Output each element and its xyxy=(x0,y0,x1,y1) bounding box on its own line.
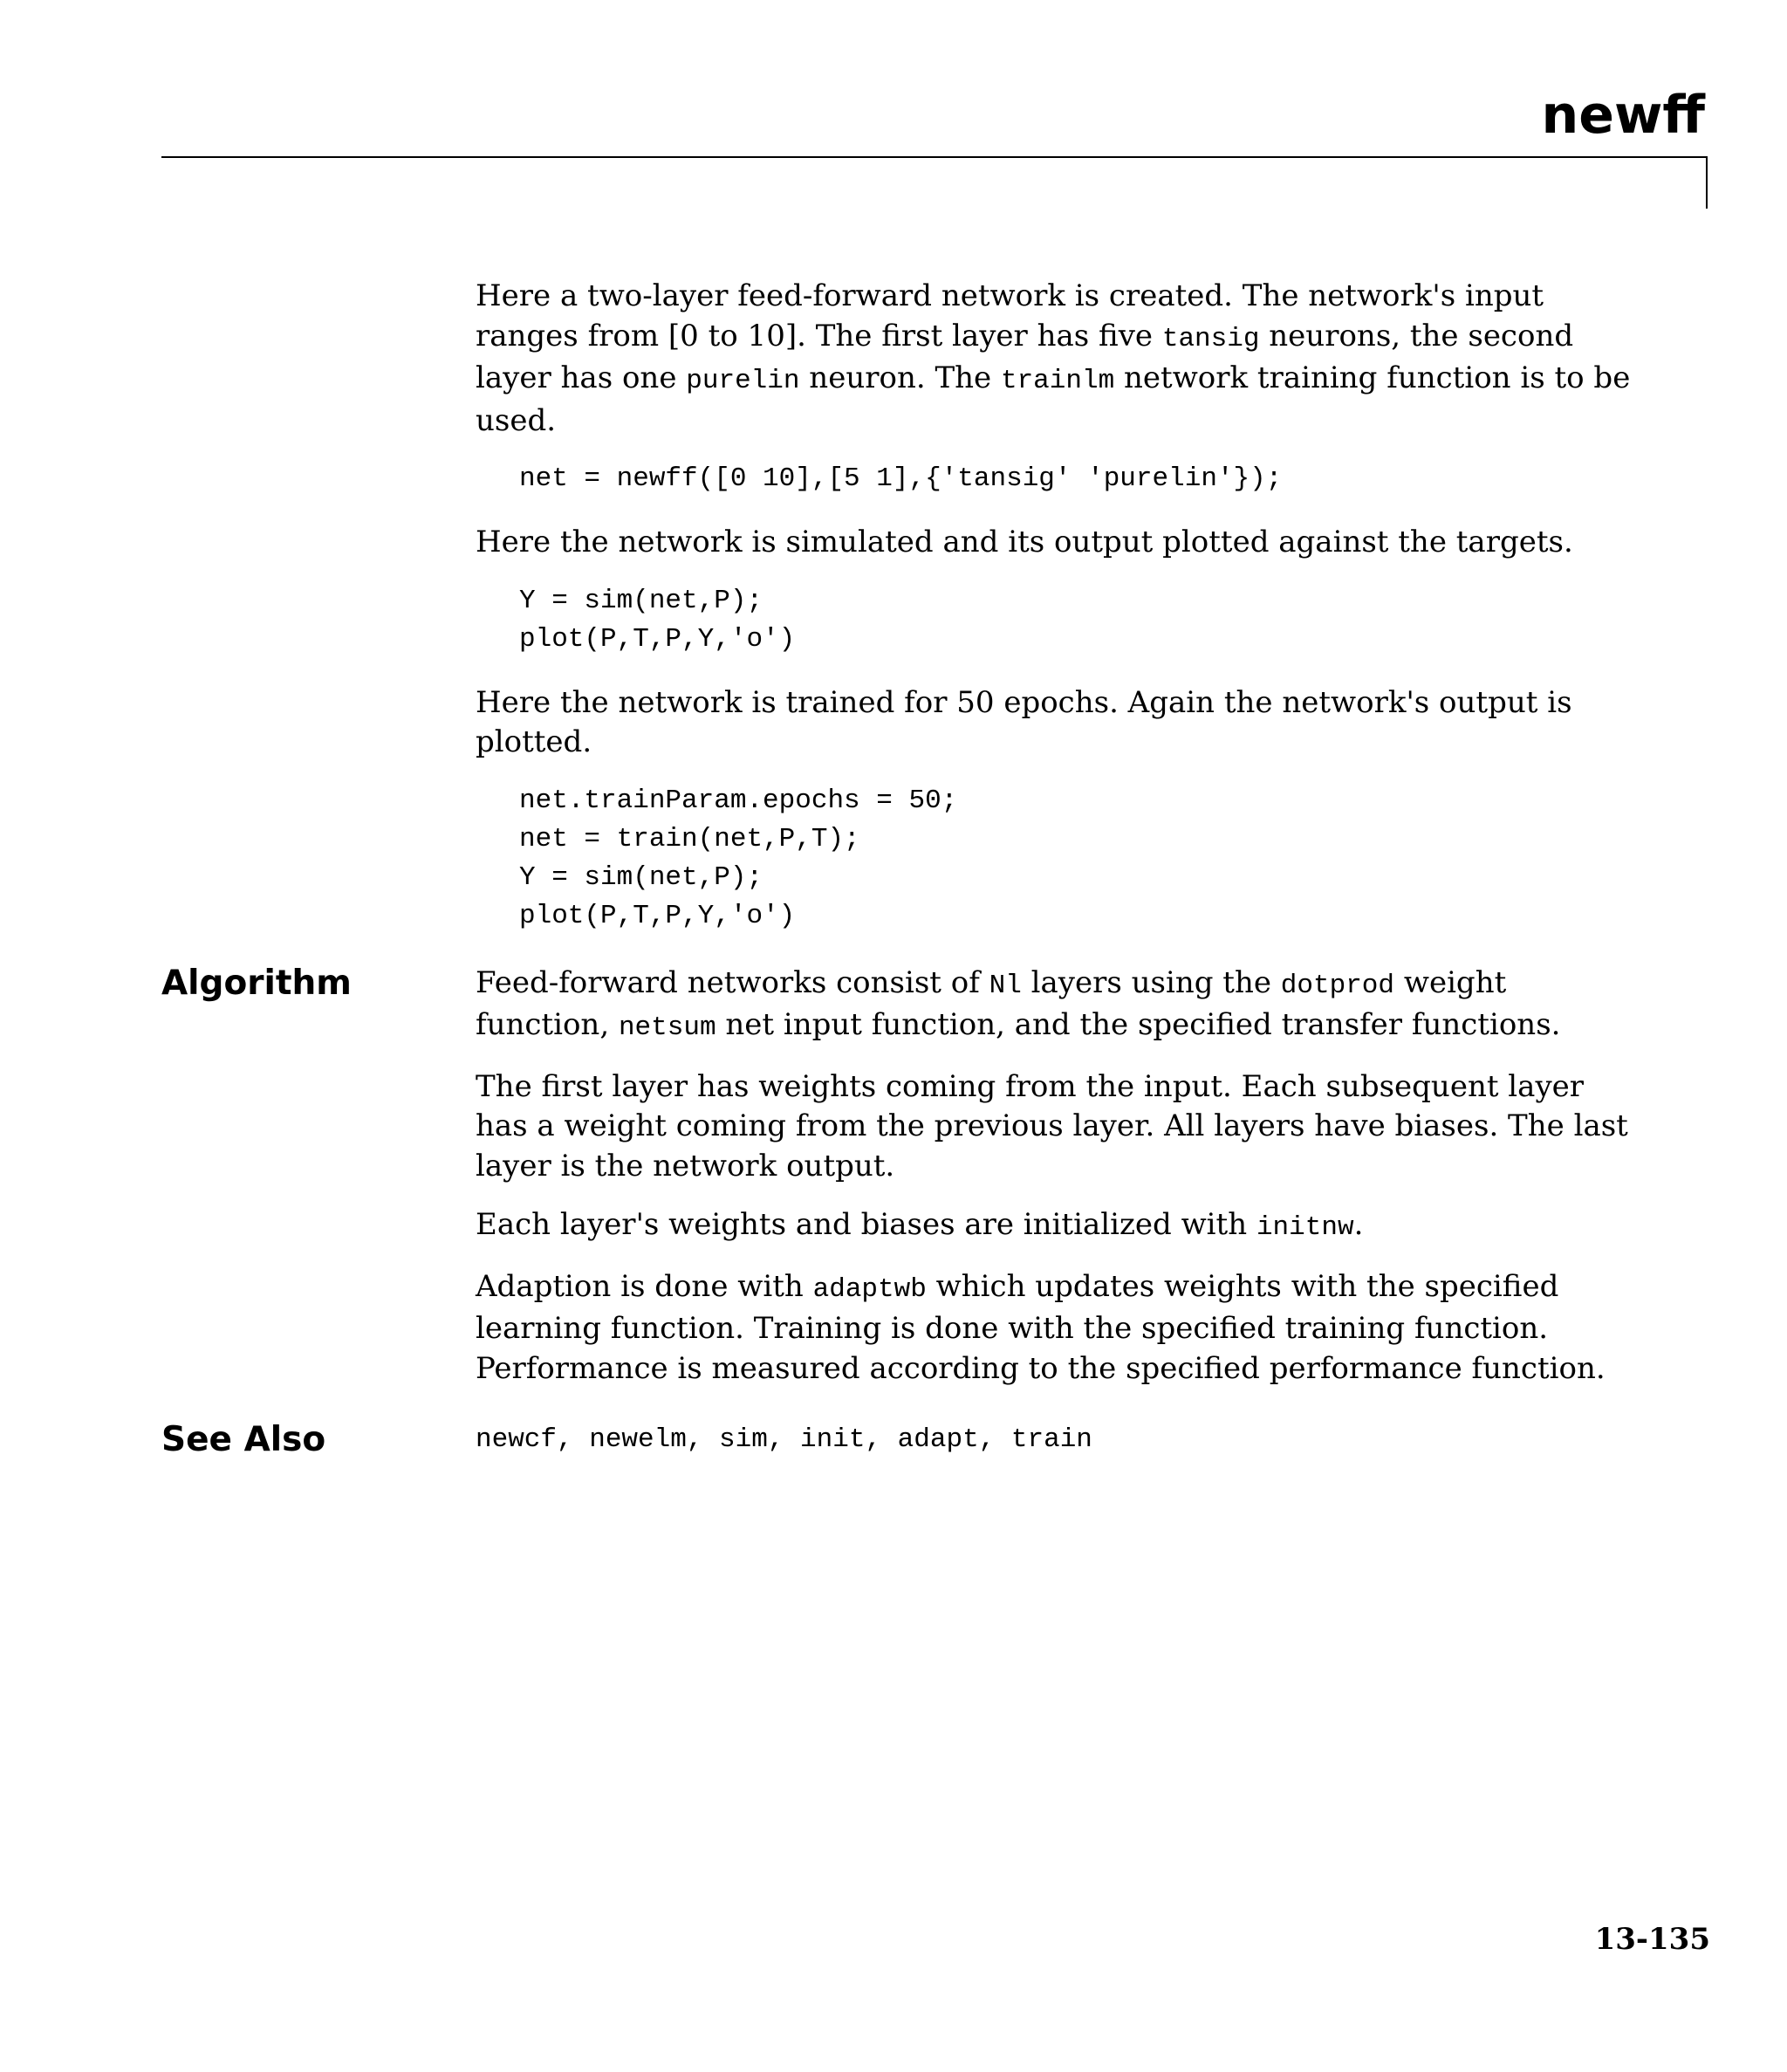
intro-paragraph-3: Here the network is trained for 50 epochs. Again the network's output is plotted. xyxy=(476,684,1572,759)
main-content xyxy=(161,277,1636,1459)
inline-code-dotprod: dotprod xyxy=(1280,970,1395,1001)
see-also-heading: See Also xyxy=(161,1420,326,1459)
text-run: neurons, the second layer has one xyxy=(476,318,1574,395)
inline-code-trainlm: trainlm xyxy=(1000,366,1115,396)
page-number: 13-135 xyxy=(1594,1922,1710,1957)
text-run: which updates weights with the specified learning function. Training is done with the specified training function. Performance is measured according to the specified performance function. xyxy=(476,1268,1606,1386)
page-title: newff xyxy=(1541,85,1705,146)
text-run: layers using the xyxy=(1021,964,1281,1000)
text-run: weight function, xyxy=(476,964,1507,1042)
code-block-create: net = newff([0 10],[5 1],{'tansig' 'purelin'}); xyxy=(519,463,1283,494)
intro-paragraph-1 xyxy=(476,277,1636,441)
text-run: net input function, and the specified transfer functions. xyxy=(715,1007,1561,1042)
code-block-train: net.trainParam.epochs = 50; net = train(net,P,T); Y = sim(net,P); plot(P,T,P,Y,'o') xyxy=(519,785,958,931)
inline-code-adaptwb: adaptwb xyxy=(812,1273,927,1305)
algorithm-heading: Algorithm xyxy=(161,963,352,1003)
inline-code-nl: Nl xyxy=(989,970,1022,1001)
code-block-simulate: Y = sim(net,P); plot(P,T,P,Y,'o') xyxy=(519,585,796,655)
inline-code-netsum: netsum xyxy=(618,1012,716,1043)
text-run: Adaption is done with xyxy=(476,1268,813,1304)
algorithm-paragraph-4 xyxy=(476,1267,1636,1389)
text-run: . xyxy=(1353,1207,1364,1242)
intro-paragraph-2: Here the network is simulated and its output plotted against the targets. xyxy=(476,525,1573,559)
inline-code-initnw: initnw xyxy=(1256,1212,1354,1243)
see-also-section xyxy=(161,1420,1636,1459)
inline-code-tansig: tansig xyxy=(1161,323,1260,354)
algorithm-paragraph-2: The first layer has weights coming from the input. Each subsequent layer has a weight coming from the previous layer. All layers have biases. The last layer is the network output. xyxy=(476,1068,1628,1184)
text-run: Here a two-layer feed-forward network is created. The network's input ranges from [0 to 10]. The first layer has five xyxy=(476,278,1544,353)
algorithm-paragraph-3 xyxy=(476,1205,1636,1248)
algorithm-section xyxy=(161,963,1636,1389)
algorithm-paragraph-1 xyxy=(476,964,1636,1048)
inline-code-purelin: purelin xyxy=(686,366,800,396)
text-run: network training function is to be used. xyxy=(476,360,1631,438)
see-also-list: newcf, newelm, sim, init, adapt, train xyxy=(476,1424,1092,1455)
text-run: neuron. The xyxy=(799,360,1001,395)
text-run: Feed-forward networks consist of xyxy=(476,964,989,1000)
header-rule-tick xyxy=(1706,156,1708,209)
header-rule xyxy=(161,156,1708,158)
text-run: Each layer's weights and biases are initialized with xyxy=(476,1207,1256,1242)
